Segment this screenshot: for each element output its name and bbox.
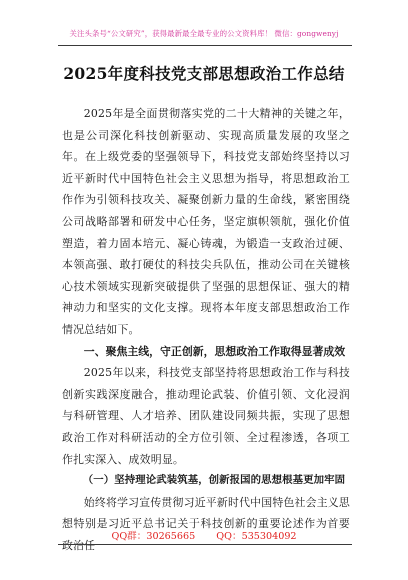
document-title: 2025年度科技党支部思想政治工作总结	[63, 64, 345, 83]
subsection-heading-1: （一）坚持理论武装筑基，创新报国的思想根基更加牢固	[82, 474, 346, 487]
footer-qq: QQ：535304092	[216, 531, 297, 542]
footer-divider	[58, 544, 352, 545]
header-divider	[58, 45, 352, 46]
intro-paragraph: 2025年是全面贯彻落实党的二十大精神的关键之年，也是公司深化科技创新驱动、实现高质量发展的攻坚之年。在上级党委的坚强领导下，科技党支部始终坚持以习近平新时代中国特色社会主义思想为指导，将思想政治工作作为引领科技攻关、凝聚创新力量的生命线，紧密围绕公司战略部署和研发中心任务，坚定旗帜领航，强化价值塑造，着力固本培元、凝心铸魂，为锻造一支政治过硬、本领高强、敢打硬仗的科技尖兵队伍，推动公司在关键核心技术领域实现新突破提供了坚强的思想保证、强大的精神动力和坚实的文化支撑。现将本年度支部思想政治工作情况总结如下。	[62, 107, 350, 336]
footer-contact	[0, 528, 408, 542]
footer-qq-group: QQ群：30265665	[111, 531, 196, 542]
subsection-1-paragraph: 始终将学习宣传贯彻习近平新时代中国特色社会主义思想特别是习近平总书记关于科技创新的重要论述作为首要政治任	[62, 495, 350, 552]
header-banner: 关注头条号“公文研究”，获得最新最全最专业的公文资料库！ 微信：gongwenyj	[69, 29, 339, 38]
section-1-paragraph: 2025年以来，科技党支部坚持将思想政治工作与科技创新实践深度融合，推动理论武装、价值引领、文化浸润与科研管理、人才培养、团队建设同频共振，实现了思想政治工作对科研活动的全方位引领、全过程渗透，各项工作扎实深入、成效明显。	[62, 366, 350, 466]
section-heading-1: 一、聚焦主线，守正创新，思想政治工作取得显著成效	[83, 344, 346, 358]
document-body	[62, 103, 350, 556]
